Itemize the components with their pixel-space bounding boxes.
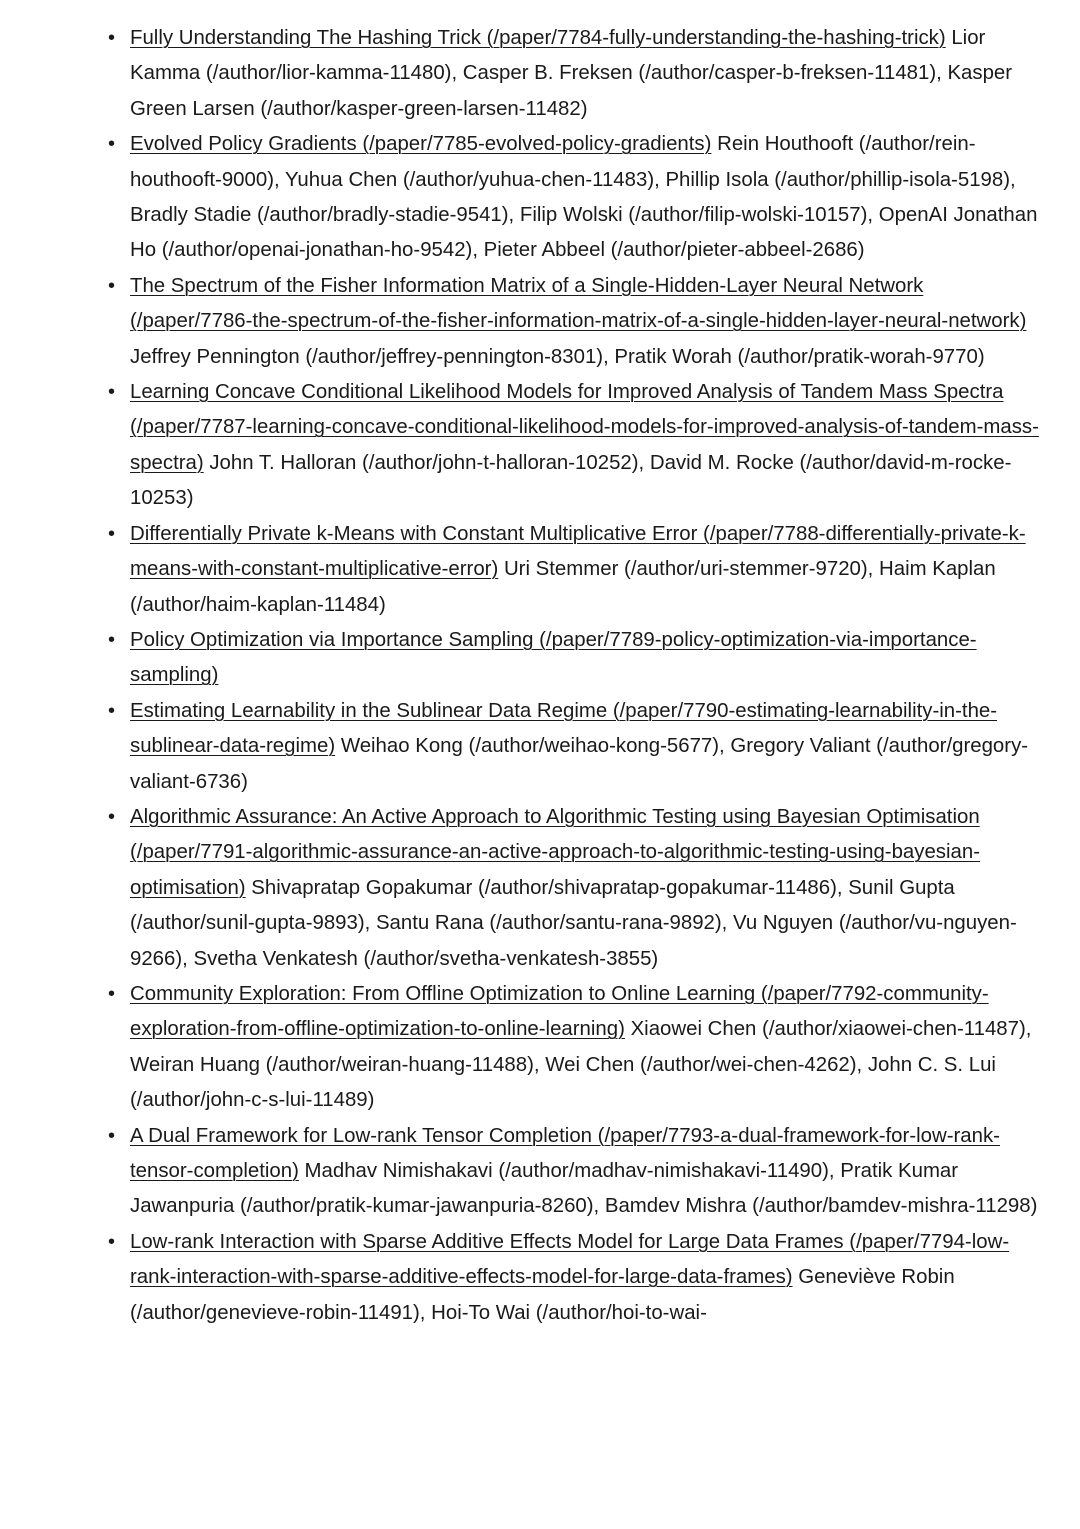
paper-list-item <box>108 977 1040 1119</box>
paper-list-item <box>108 127 1040 269</box>
paper-authors: Rein Houthooft (/author/rein-houthooft-9000), Yuhua Chen (/author/yuhua-chen-11483), Phillip Isola (/author/phillip-isola-5198), Bradly Stadie (/author/bradly-stadie-9541), Filip Wolski (/author/filip-wolski-10157), OpenAI Jonathan Ho (/author/openai-jonathan-ho-9542), Pieter Abbeel (/author/pieter-abbeel-2686) <box>130 133 1038 262</box>
paper-authors: Shivapratap Gopakumar (/author/shivapratap-gopakumar-11486), Sunil Gupta (/author/sunil-gupta-9893), Santu Rana (/author/santu-rana-9892), Vu Nguyen (/author/vu-nguyen-9266), Svetha Venkatesh (/author/svetha-venkatesh-3855) <box>130 876 1017 970</box>
paper-list-item <box>108 1225 1040 1331</box>
paper-title-link[interactable]: Evolved Policy Gradients (/paper/7785-evolved-policy-gradients) <box>130 133 712 156</box>
paper-title-link[interactable]: Community Exploration: From Offline Optimization to Online Learning (/paper/7792-community-exploration-from-offline-optimization-to-online-learning) <box>130 982 989 1041</box>
paper-authors: Jeffrey Pennington (/author/jeffrey-pennington-8301), Pratik Worah (/author/pratik-worah-9770) <box>130 345 985 368</box>
bullet-icon: • <box>108 699 116 722</box>
paper-authors: Geneviève Robin (/author/genevieve-robin-11491), Hoi-To Wai (/author/hoi-to-wai- <box>130 1266 955 1324</box>
paper-list-item <box>108 800 1040 977</box>
paper-title-link[interactable]: Low-rank Interaction with Sparse Additive Effects Model for Large Data Frames (/paper/7794-low-rank-interaction-with-sparse-additive-effects-model-for-large-data-frames) <box>130 1230 1010 1289</box>
paper-authors: Weihao Kong (/author/weihao-kong-5677), Gregory Valiant (/author/gregory-valiant-6736) <box>130 735 1029 793</box>
paper-title-link[interactable]: Differentially Private k-Means with Constant Multiplicative Error (/paper/7788-differentially-private-k-means-with-constant-multiplicative-error) <box>130 522 1026 581</box>
bullet-icon: • <box>108 982 116 1005</box>
paper-list-item <box>108 694 1040 800</box>
bullet-icon: • <box>108 133 116 156</box>
paper-list-item <box>108 623 1040 694</box>
bullet-icon: • <box>108 274 116 297</box>
paper-title-link[interactable]: A Dual Framework for Low-rank Tensor Completion (/paper/7793-a-dual-framework-for-low-rank-tensor-completion) <box>130 1124 1000 1182</box>
paper-list-item <box>108 1119 1040 1225</box>
paper-title-link[interactable]: The Spectrum of the Fisher Information Matrix of a Single-Hidden-Layer Neural Network (/paper/7786-the-spectrum-of-the-fisher-information-matrix-of-a-single-hidden-layer-neural-network) <box>130 274 1027 333</box>
paper-authors: John T. Halloran (/author/john-t-halloran-10252), David M. Rocke (/author/david-m-rocke-10253) <box>130 451 1012 510</box>
paper-title-link[interactable]: Estimating Learnability in the Sublinear Data Regime (/paper/7790-estimating-learnability-in-the-sublinear-data-regime) <box>130 699 998 758</box>
bullet-icon: • <box>108 1124 116 1147</box>
bullet-icon: • <box>108 628 116 651</box>
paper-title-link[interactable]: Learning Concave Conditional Likelihood Models for Improved Analysis of Tandem Mass Spectra (/paper/7787-learning-concave-conditional-likelihood-models-for-improved-analysis-of-tandem-mass-spectra) <box>130 381 1039 474</box>
paper-list-item <box>108 375 1040 517</box>
paper-authors: Lior Kamma (/author/lior-kamma-11480), Casper B. Freksen (/author/casper-b-freksen-11481), Kasper Green Larsen (/author/kasper-green-larsen-11482) <box>130 27 1013 120</box>
paper-authors: Uri Stemmer (/author/uri-stemmer-9720), Haim Kaplan (/author/haim-kaplan-11484) <box>130 558 996 616</box>
paper-list-item <box>108 21 1040 127</box>
bullet-icon: • <box>108 1230 116 1253</box>
paper-list-item <box>108 517 1040 623</box>
bullet-icon: • <box>108 381 116 404</box>
paper-list-item <box>108 269 1040 375</box>
paper-authors: Xiaowei Chen (/author/xiaowei-chen-11487), Weiran Huang (/author/weiran-huang-11488), Wei Chen (/author/wei-chen-4262), John C. S. Lui (/author/john-c-s-lui-11489) <box>130 1018 1032 1112</box>
paper-title-link[interactable]: Fully Understanding The Hashing Trick (/paper/7784-fully-understanding-the-hashing-trick) <box>130 27 946 49</box>
bullet-icon: • <box>108 522 116 545</box>
paper-title-link[interactable]: Algorithmic Assurance: An Active Approach to Algorithmic Testing using Bayesian Optimisation (/paper/7791-algorithmic-assurance-an-active-approach-to-algorithmic-testing-using-bayesian-optimisation) <box>130 805 981 899</box>
bullet-icon: • <box>108 27 116 49</box>
bullet-icon: • <box>108 805 116 828</box>
paper-title-link[interactable]: Policy Optimization via Importance Sampling (/paper/7789-policy-optimization-via-importance-sampling) <box>130 628 977 687</box>
paper-authors: Madhav Nimishakavi (/author/madhav-nimishakavi-11490), Pratik Kumar Jawanpuria (/author/pratik-kumar-jawanpuria-8260), Bamdev Mishra (/author/bamdev-mishra-11298) <box>130 1160 1038 1218</box>
